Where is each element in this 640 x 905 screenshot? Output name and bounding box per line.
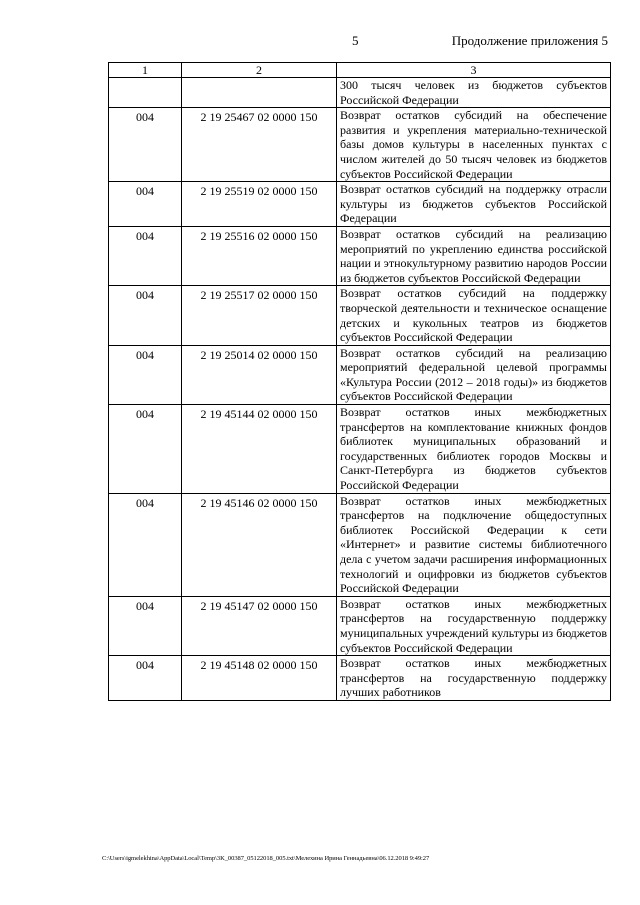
table-row: [109, 493, 611, 596]
column-header-3: 3: [337, 63, 611, 78]
admin-code: 004: [109, 108, 182, 182]
description: Возврат остатков субсидий на реализацию мероприятий по укреплению единства российской нации и этнокультурному развитию народов России из бюджетов субъектов Российской Федерации: [337, 226, 611, 285]
table-row: [109, 182, 611, 227]
description: Возврат остатков субсидий на реализацию мероприятий федеральной целевой программы «Культура России (2012 – 2018 годы)» из бюджетов субъектов Российской Федерации: [337, 345, 611, 404]
budget-code: 2 19 25516 02 0000 150: [182, 226, 337, 285]
budget-code: 2 19 25517 02 0000 150: [182, 286, 337, 345]
file-path-footer: C:\Users\igmelekhina\AppData\Local\Temp\3K_00387_05122018_005.txt\Мелехина Ирина Геннадьевна\06.12.2018 9:49:27: [102, 855, 430, 862]
description: Возврат остатков иных межбюджетных трансфертов на государственную поддержку муниципальных учреждений культуры из бюджетов субъектов Российской Федерации: [337, 596, 611, 655]
document-table: [108, 62, 611, 701]
page-number: 5: [352, 33, 359, 48]
admin-code: 004: [109, 493, 182, 596]
budget-code: 2 19 45147 02 0000 150: [182, 596, 337, 655]
budget-code: [182, 78, 337, 108]
table-row: [109, 108, 611, 182]
admin-code: 004: [109, 286, 182, 345]
admin-code: [109, 78, 182, 108]
admin-code: 004: [109, 596, 182, 655]
table-row: [109, 656, 611, 701]
description: Возврат остатков субсидий на поддержку отрасли культуры из бюджетов субъектов Российской Федерации: [337, 182, 611, 227]
admin-code: 004: [109, 226, 182, 285]
budget-code: 2 19 25467 02 0000 150: [182, 108, 337, 182]
description: Возврат остатков субсидий на обеспечение развития и укрепления материально-технической базы домов культуры в населенных пунктах с числом жителей до 50 тысяч человек из бюджетов субъектов Российской Федерации: [337, 108, 611, 182]
description: Возврат остатков иных межбюджетных трансфертов на комплектование книжных фондов библиотек муниципальных образований и государственных библиотек городов Москвы и Санкт-Петербурга из бюджетов субъектов Российской Федерации: [337, 405, 611, 494]
table-row: [109, 345, 611, 404]
table-row: [109, 226, 611, 285]
column-header-1: 1: [109, 63, 182, 78]
admin-code: 004: [109, 182, 182, 227]
description: Возврат остатков иных межбюджетных трансфертов на подключение общедоступных библиотек Российской Федерации к сети «Интернет» и развитие системы библиотечного дела с учетом задачи расширения информационных технологий и оцифровки из бюджетов субъектов Российской Федерации: [337, 493, 611, 596]
column-header-2: 2: [182, 63, 337, 78]
description: 300 тысяч человек из бюджетов субъектов Российской Федерации: [337, 78, 611, 108]
table-row: [109, 405, 611, 494]
budget-code: 2 19 45146 02 0000 150: [182, 493, 337, 596]
budget-code: 2 19 45148 02 0000 150: [182, 656, 337, 701]
table-row: [109, 596, 611, 655]
admin-code: 004: [109, 345, 182, 404]
budget-code: 2 19 25519 02 0000 150: [182, 182, 337, 227]
admin-code: 004: [109, 405, 182, 494]
admin-code: 004: [109, 656, 182, 701]
table-row: [109, 78, 611, 108]
budget-code: 2 19 45144 02 0000 150: [182, 405, 337, 494]
description: Возврат остатков иных межбюджетных трансфертов на государственную поддержку лучших работников: [337, 656, 611, 701]
budget-code: 2 19 25014 02 0000 150: [182, 345, 337, 404]
table-row: [109, 286, 611, 345]
continuation-label: Продолжение приложения 5: [451, 33, 608, 48]
description: Возврат остатков субсидий на поддержку творческой деятельности и техническое оснащение детских и кукольных театров из бюджетов субъектов Российской Федерации: [337, 286, 611, 345]
table-header-row: [109, 63, 611, 78]
